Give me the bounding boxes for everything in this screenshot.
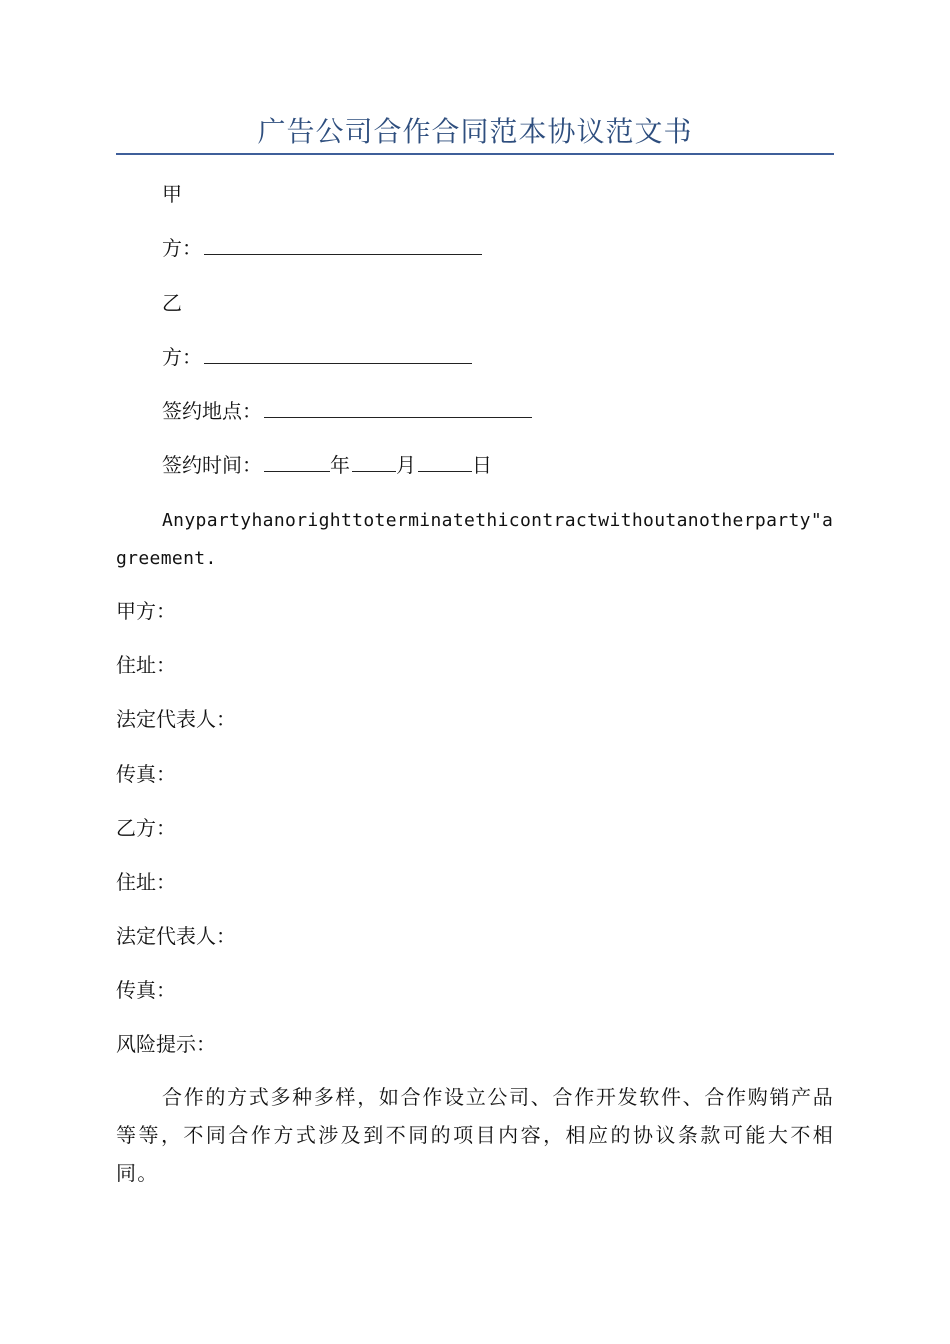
party-a-field — [162, 234, 482, 262]
month-blank[interactable] — [352, 453, 396, 472]
risk-heading: 风险提示： — [116, 1032, 216, 1056]
signing-time-label: 签约时间： — [162, 453, 262, 477]
day-blank[interactable] — [418, 453, 472, 472]
party-b-char: 乙 — [162, 291, 182, 315]
risk-paragraph: 合作的方式多种多样，如合作设立公司、合作开发软件、合作购销产品等等，不同合作方式涉及到不同的项目内容，相应的协议条款可能大不相同。 — [116, 1085, 834, 1185]
year-label: 年 — [330, 453, 350, 477]
party-b-fax: 传真： — [116, 978, 176, 1002]
day-label: 日 — [472, 453, 492, 477]
party-a-label: 方： — [162, 236, 202, 260]
party-a-legal-rep: 法定代表人： — [116, 707, 236, 731]
english-clause: Anypartyhanorighttoterminatethicontractwithoutanotherparty"agreement. — [116, 510, 834, 569]
signing-place-blank[interactable] — [264, 399, 532, 418]
signing-time-field — [162, 451, 492, 479]
party-b-legal-rep: 法定代表人： — [116, 924, 236, 948]
signing-place-field — [162, 397, 532, 425]
party-a-address: 住址： — [116, 653, 176, 677]
month-label: 月 — [396, 453, 416, 477]
title-underline — [116, 153, 834, 155]
party-b-label: 方： — [162, 345, 202, 369]
party-a-char: 甲 — [162, 182, 182, 206]
party-a-blank[interactable] — [204, 236, 482, 255]
party-b-address: 住址： — [116, 870, 176, 894]
document-title: 广告公司合作合同范本协议范文书 — [257, 115, 693, 148]
signing-place-label: 签约地点： — [162, 399, 262, 423]
party-b-field — [162, 343, 472, 371]
party-b-blank[interactable] — [204, 345, 472, 364]
party-a-fax: 传真： — [116, 762, 176, 786]
party-a-heading: 甲方： — [116, 599, 176, 623]
party-b-heading: 乙方： — [116, 816, 176, 840]
year-blank[interactable] — [264, 453, 330, 472]
